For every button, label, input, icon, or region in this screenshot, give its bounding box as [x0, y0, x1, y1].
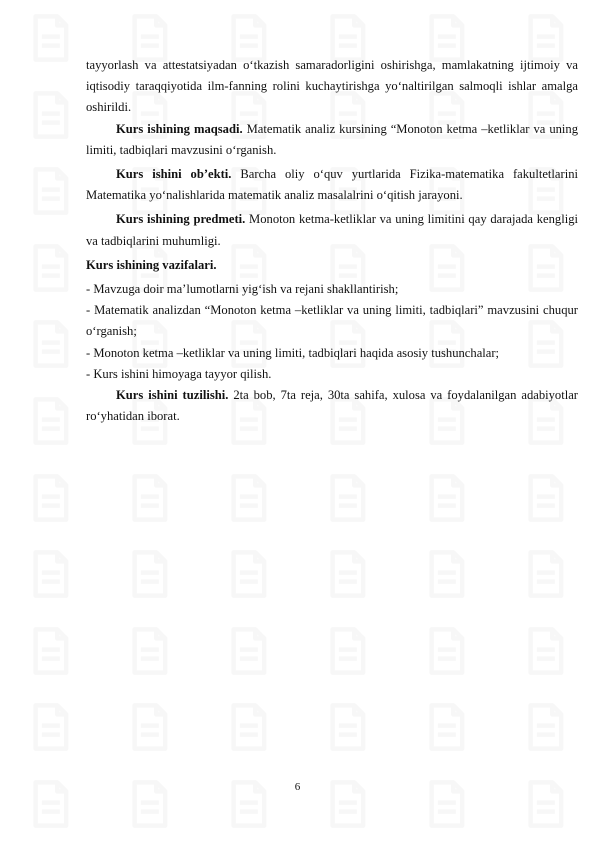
document-logo-icon — [23, 624, 77, 678]
watermark-tile — [297, 765, 396, 842]
structure-paragraph — [86, 385, 578, 427]
watermark-tile — [397, 612, 496, 689]
watermark-tile — [0, 383, 99, 460]
watermark-tile — [99, 689, 198, 766]
watermark-tile — [0, 612, 99, 689]
document-logo-icon — [518, 700, 572, 754]
document-logo-icon — [122, 547, 176, 601]
subject-text: Monoton ketma-ketliklar va uning limitini qay darajada kengligi va tadbiqlarini muhumligi. — [86, 212, 578, 248]
watermark-tile — [0, 77, 99, 154]
watermark-tile — [0, 230, 99, 307]
document-logo-icon — [23, 241, 77, 295]
document-logo-icon — [419, 547, 473, 601]
task-item-3: - Monoton ketma –ketliklar va uning limiti, tadbiqlari haqida asosiy tushunchalar; — [86, 345, 500, 360]
goal-label: Kurs ishining maqsadi. — [116, 121, 243, 136]
watermark-tile — [297, 612, 396, 689]
task-item-4: - Kurs ishini himoyaga tayyor qilish. — [86, 366, 272, 381]
task-item-1: - Mavzuga doir ma’lumotlarni yig‘ish va rejani shakllantirish; — [86, 282, 399, 297]
document-logo-icon — [320, 547, 374, 601]
watermark-tile — [496, 689, 595, 766]
watermark-tile — [99, 765, 198, 842]
object-paragraph — [86, 164, 578, 206]
document-logo-icon — [122, 624, 176, 678]
watermark-tile — [99, 459, 198, 536]
watermark-tile — [99, 612, 198, 689]
document-logo-icon — [23, 164, 77, 218]
document-logo-icon — [23, 547, 77, 601]
watermark-tile — [198, 459, 297, 536]
watermark-tile — [0, 306, 99, 383]
watermark-tile — [496, 612, 595, 689]
watermark-tile — [99, 536, 198, 613]
object-text: Barcha oliy o‘quv yurtlarida Fizika-matematika fakultetlarini Matematika yo‘nalishlarida matematik analiz masalalrini o‘qitish jarayoni. — [86, 167, 578, 203]
document-logo-icon — [221, 547, 275, 601]
intro-paragraph: tayyorlash va attestatsiyadan o‘tkazish samaradorligini oshirishga, mamlakatning ijtimoiy va iqtisodiy taraqqiyotida ilm-fanning rolini kuchaytirishga yo‘naltirilgan salmoqli ishlar amalga oshirildi. — [86, 58, 578, 115]
goal-paragraph — [86, 119, 578, 161]
subject-paragraph — [86, 209, 578, 251]
document-logo-icon — [320, 471, 374, 525]
watermark-tile — [496, 459, 595, 536]
tasks-list — [86, 279, 578, 385]
object-label: Kurs ishini ob’ekti. — [116, 167, 232, 182]
document-logo-icon — [23, 394, 77, 448]
document-logo-icon — [23, 88, 77, 142]
watermark-tile — [397, 765, 496, 842]
page-number: 6 — [294, 781, 301, 793]
subject-label: Kurs ishining predmeti. — [116, 212, 246, 227]
watermark-tile — [297, 459, 396, 536]
document-page — [86, 55, 578, 427]
task-item-2: - Matematik analizdan “Monoton ketma –ketliklar va uning limiti, tadbiqlari” mavzusini chuqur o‘rganish; — [86, 303, 578, 339]
watermark-tile — [297, 689, 396, 766]
watermark-tile — [0, 689, 99, 766]
watermark-tile — [297, 536, 396, 613]
document-logo-icon — [419, 624, 473, 678]
tasks-heading: Kurs ishining vazifalari. — [86, 257, 217, 272]
document-logo-icon — [122, 471, 176, 525]
document-logo-icon — [221, 624, 275, 678]
watermark-tile — [397, 689, 496, 766]
structure-text: 2ta bob, 7ta reja, 30ta sahifa, xulosa va foydalanilgan adabiyotlar ro‘yhatidan iborat. — [86, 388, 578, 424]
document-logo-icon — [320, 624, 374, 678]
watermark-tile — [0, 0, 99, 77]
document-logo-icon — [518, 471, 572, 525]
structure-label: Kurs ishini tuzilishi. — [116, 388, 229, 403]
goal-text: Matematik analiz kursining “Monoton ketma –ketliklar va uning limiti, tadbiqlari mavzusini o‘rganish. — [86, 121, 579, 157]
watermark-tile — [198, 536, 297, 613]
watermark-tile — [397, 536, 496, 613]
document-logo-icon — [419, 700, 473, 754]
document-logo-icon — [419, 471, 473, 525]
watermark-tile — [0, 459, 99, 536]
document-logo-icon — [122, 700, 176, 754]
watermark-tile — [0, 536, 99, 613]
watermark-tile — [0, 765, 99, 842]
watermark-tile — [496, 765, 595, 842]
watermark-tile — [496, 536, 595, 613]
document-logo-icon — [221, 700, 275, 754]
document-logo-icon — [23, 317, 77, 371]
document-logo-icon — [518, 547, 572, 601]
watermark-tile — [397, 459, 496, 536]
document-logo-icon — [221, 471, 275, 525]
watermark-tile — [198, 689, 297, 766]
document-logo-icon — [23, 471, 77, 525]
document-logo-icon — [23, 700, 77, 754]
watermark-tile — [198, 765, 297, 842]
document-logo-icon — [320, 700, 374, 754]
watermark-tile — [198, 612, 297, 689]
watermark-tile — [0, 153, 99, 230]
document-logo-icon — [23, 11, 77, 65]
document-logo-icon — [518, 624, 572, 678]
